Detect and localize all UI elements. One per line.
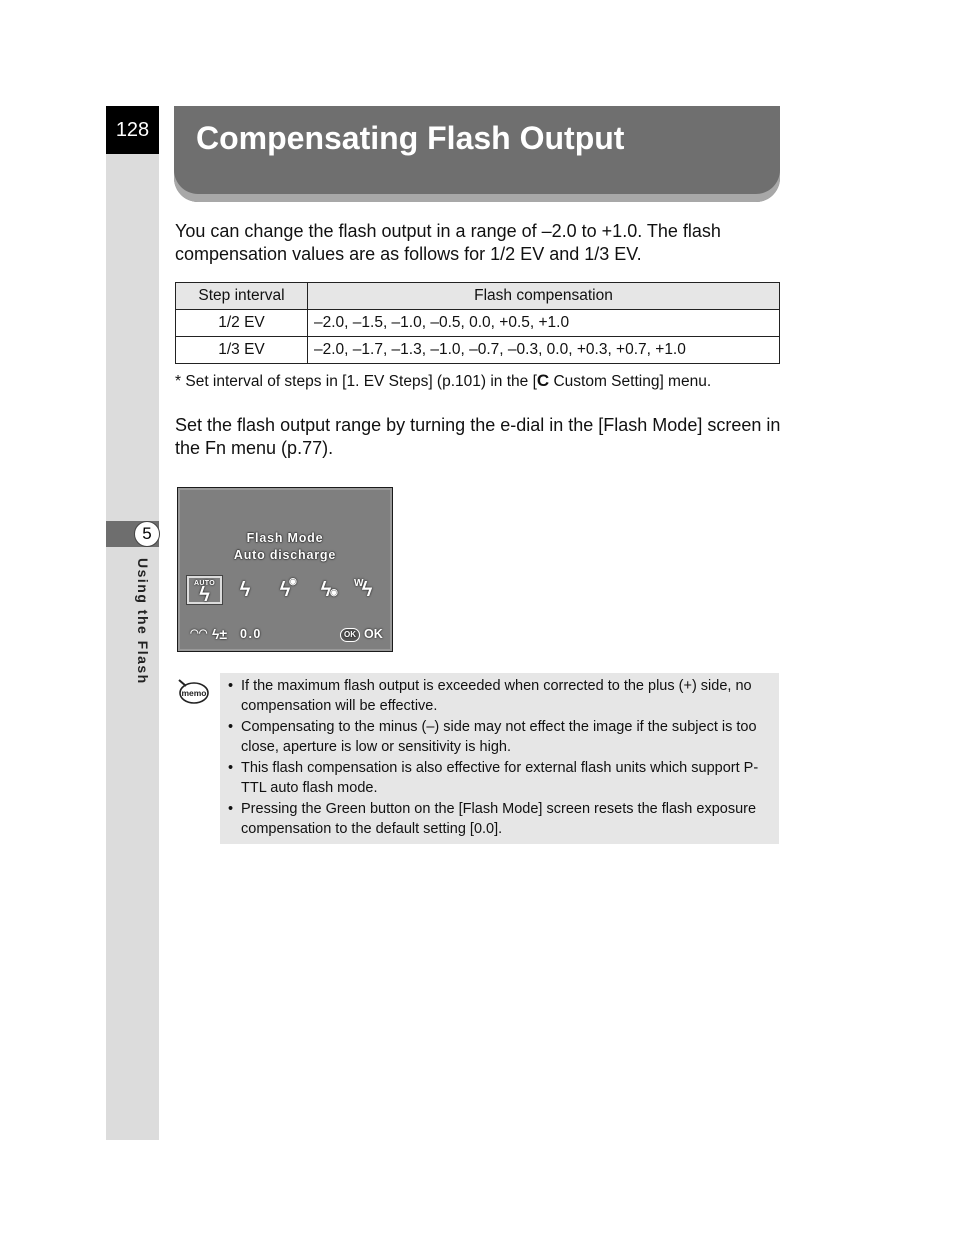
page-number: 128 <box>106 106 159 154</box>
memo-item: • Compensating to the minus (–) side may not effect the image if the subject is too close, aperture is low or sensitivity is high. <box>241 718 771 757</box>
red-eye-flash-icon: ϟ ◉ <box>320 579 338 601</box>
flash-compensation-table <box>175 282 780 364</box>
compensation-values-cell: –2.0, –1.7, –1.3, –1.0, –0.7, –0.3, 0.0, +0.3, +0.7, +1.0 <box>308 337 780 364</box>
footnote-marker: * <box>175 373 182 390</box>
chapter-number: 5 <box>134 521 160 547</box>
memo-box <box>220 673 779 844</box>
table-row <box>176 337 780 364</box>
memo-item: • If the maximum flash output is exceeded when corrected to the plus (+) side, no compensation will be effective. <box>241 677 771 716</box>
column-header-step-interval: Step interval <box>176 283 308 310</box>
table-row <box>176 310 780 337</box>
screen-bottom-bar <box>178 626 392 644</box>
memo-item: • Pressing the Green button on the [Flash Mode] screen resets the flash exposure compensation to the default setting [0.0]. <box>241 800 771 839</box>
title-banner <box>174 106 780 202</box>
compensation-value: 0.0 <box>240 627 262 641</box>
auto-label: AUTO <box>194 580 215 587</box>
footnote-text-end: Custom Setting] menu. <box>549 373 712 390</box>
ok-label: OK <box>364 627 383 641</box>
flash-mode-row <box>178 576 392 606</box>
custom-setting-icon: C <box>536 371 550 390</box>
chapter-title: Using the Flash <box>135 558 151 685</box>
memo-icon-label: memo <box>181 688 207 698</box>
flash-on-icon: ϟ <box>239 579 251 601</box>
step-interval-cell: 1/2 EV <box>176 310 308 337</box>
memo-icon <box>176 677 210 705</box>
auto-flash-mode-icon: AUTO ϟ <box>187 576 222 604</box>
footnote-text-start: Set interval of steps in [1. EV Steps] (p.101) in the [ <box>185 373 537 390</box>
footnote <box>175 371 711 391</box>
memo-list <box>220 673 779 839</box>
table-header-row <box>176 283 780 310</box>
step-interval-cell: 1/3 EV <box>176 337 308 364</box>
e-dial-icon: ◠◠ <box>190 628 208 639</box>
auto-red-eye-flash-icon: ϟ ◉ <box>279 576 297 601</box>
flash-compensation-icon: ϟ± <box>212 626 228 642</box>
page-title: Compensating Flash Output <box>196 120 625 156</box>
instruction-paragraph: Set the flash output range by turning the e-dial in the [Flash Mode] screen in the Fn menu (p.77). <box>175 415 781 458</box>
compensation-values-cell: –2.0, –1.5, –1.0, –0.5, 0.0, +0.5, +1.0 <box>308 310 780 337</box>
flash-mode-screen <box>177 487 393 652</box>
ok-button-icon: OK <box>340 628 360 642</box>
screen-subtitle: Auto discharge <box>233 548 337 562</box>
chapter-sidebar <box>106 106 159 1140</box>
screen-title: Flash Mode <box>246 531 324 545</box>
intro-paragraph: You can change the flash output in a range of –2.0 to +1.0. The flash compensation values are as follows for 1/2 EV and 1/3 EV. <box>175 221 721 264</box>
column-header-flash-compensation: Flash compensation <box>308 283 780 310</box>
wireless-flash-icon: W ϟ <box>354 578 373 601</box>
memo-item: • This flash compensation is also effective for external flash units which support P-TTL auto flash mode. <box>241 759 771 798</box>
